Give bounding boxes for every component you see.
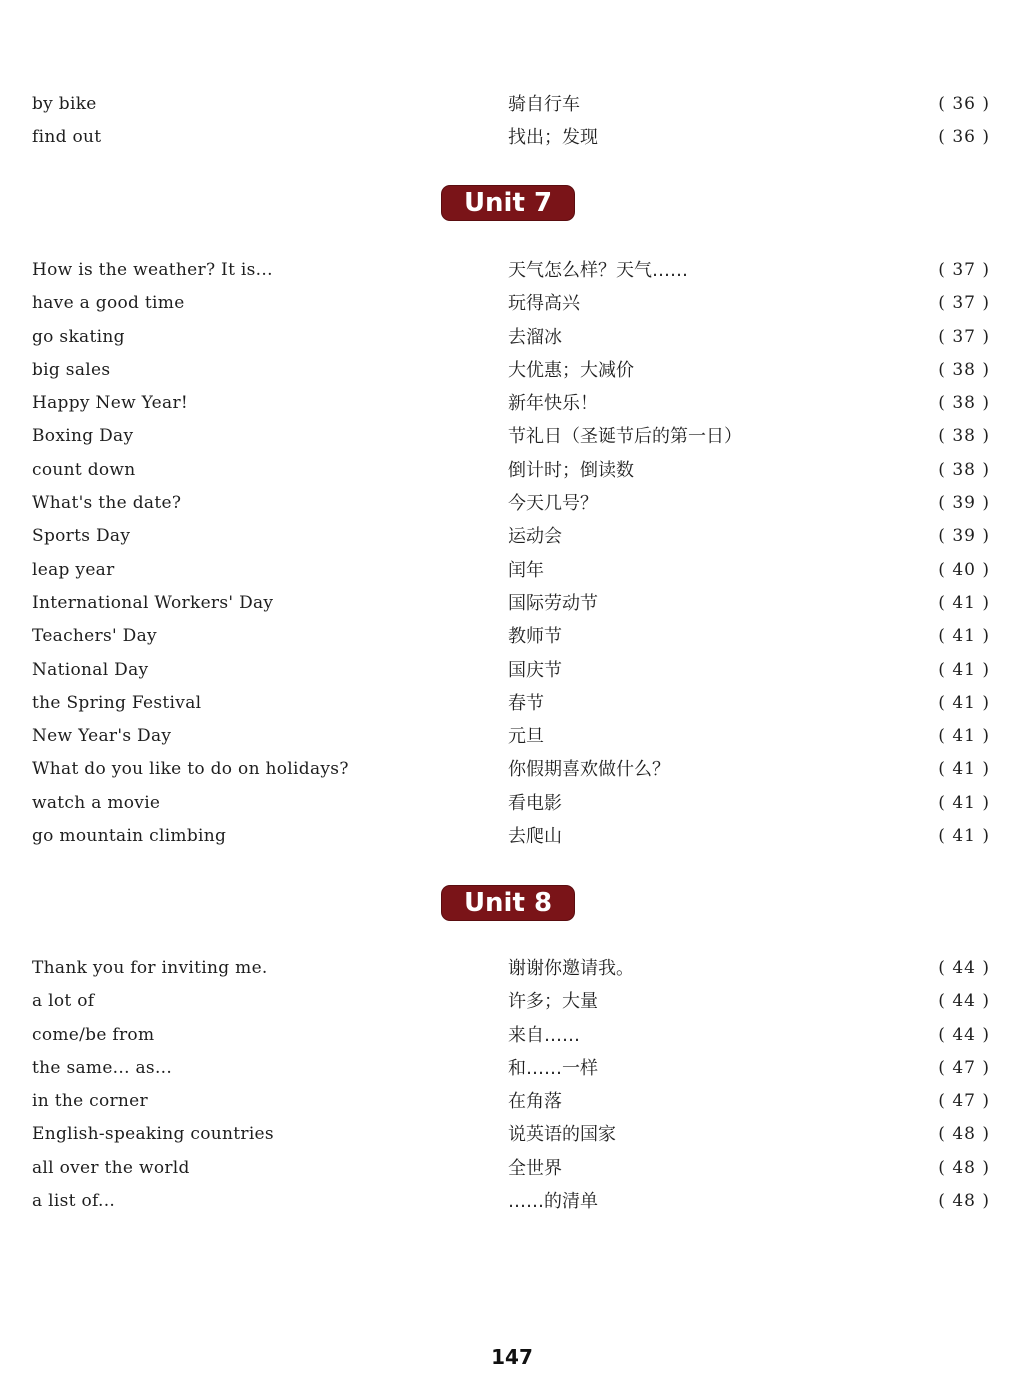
english-phrase: Boxing Day [32, 426, 134, 447]
vocab-row [0, 254, 1024, 287]
chinese-translation: 全世界 [508, 1157, 562, 1179]
intro-entries [0, 88, 1024, 155]
vocab-row [0, 720, 1024, 753]
vocab-row [0, 1185, 1024, 1218]
vocab-row [0, 952, 1024, 985]
chinese-translation: 去溜冰 [508, 326, 562, 348]
chinese-translation: 国庆节 [508, 659, 562, 681]
chinese-translation: 去爬山 [508, 826, 562, 848]
page-reference: ( 39 ) [938, 526, 990, 547]
page-reference: ( 40 ) [938, 559, 990, 580]
vocab-row [0, 420, 1024, 453]
page-reference: ( 41 ) [938, 592, 990, 613]
vocab-row [0, 985, 1024, 1018]
english-phrase: National Day [32, 659, 149, 680]
chinese-translation: 玩得高兴 [508, 293, 580, 315]
page-reference: ( 38 ) [938, 359, 990, 380]
unit-7-entries [0, 254, 1024, 853]
page-reference: ( 48 ) [938, 1124, 990, 1145]
vocab-row [0, 1118, 1024, 1151]
english-phrase: all over the world [32, 1157, 190, 1178]
page-reference: ( 41 ) [938, 826, 990, 847]
chinese-translation: 来自…… [508, 1024, 580, 1046]
english-phrase: Teachers' Day [32, 626, 157, 647]
page-reference: ( 48 ) [938, 1157, 990, 1178]
english-phrase: Thank you for inviting me. [32, 958, 268, 978]
vocab-row [0, 520, 1024, 553]
vocab-row [0, 753, 1024, 786]
vocab-row [0, 454, 1024, 487]
chinese-translation: 许多；大量 [508, 991, 598, 1013]
chinese-translation: 找出；发现 [508, 127, 598, 149]
vocab-row [0, 321, 1024, 354]
vocab-row [0, 121, 1024, 154]
chinese-translation: 元旦 [508, 726, 544, 748]
english-phrase: leap year [32, 559, 115, 580]
english-phrase: have a good time [32, 293, 185, 314]
vocab-row [0, 354, 1024, 387]
chinese-translation: 国际劳动节 [508, 592, 598, 614]
page-reference: ( 37 ) [938, 293, 990, 314]
vocab-row [0, 387, 1024, 420]
chinese-translation: 你假期喜欢做什么？ [508, 759, 670, 781]
vocab-row [0, 654, 1024, 687]
vocab-row [0, 1152, 1024, 1185]
vocab-row [0, 1052, 1024, 1085]
chinese-translation: 骑自行车 [508, 94, 580, 115]
english-phrase: in the corner [32, 1091, 148, 1112]
page-reference: ( 48 ) [938, 1191, 990, 1212]
page-reference: ( 38 ) [938, 459, 990, 480]
unit-8-entries [0, 952, 1024, 1218]
english-phrase: Happy New Year! [32, 393, 189, 414]
english-phrase: English-speaking countries [32, 1124, 274, 1145]
page-reference: ( 37 ) [938, 326, 990, 347]
chinese-translation: 春节 [508, 692, 544, 714]
english-phrase: go mountain climbing [32, 826, 227, 847]
english-phrase: count down [32, 459, 136, 480]
page-reference: ( 41 ) [938, 692, 990, 713]
page-reference: ( 41 ) [938, 726, 990, 747]
page-reference: ( 47 ) [938, 1091, 990, 1112]
english-phrase: International Workers' Day [32, 592, 274, 613]
vocab-row [0, 620, 1024, 653]
english-phrase: the Spring Festival [32, 692, 202, 713]
page-reference: ( 44 ) [938, 958, 990, 978]
page-reference: ( 36 ) [938, 127, 990, 148]
vocab-row [0, 554, 1024, 587]
vocab-row [0, 1085, 1024, 1118]
vocab-row [0, 287, 1024, 320]
english-phrase: go skating [32, 326, 125, 347]
vocab-row [0, 487, 1024, 520]
page-reference: ( 39 ) [938, 493, 990, 514]
chinese-translation: 倒计时；倒读数 [508, 459, 634, 481]
chinese-translation: 在角落 [508, 1091, 562, 1113]
page-reference: ( 41 ) [938, 626, 990, 647]
chinese-translation: 大优惠；大减价 [508, 359, 634, 381]
chinese-translation: 和……一样 [508, 1057, 598, 1079]
vocab-row [0, 88, 1024, 121]
chinese-translation: 看电影 [508, 792, 562, 814]
english-phrase: the same... as... [32, 1057, 173, 1078]
chinese-translation: 节礼日（圣诞节后的第一日） [508, 426, 742, 448]
page-reference: ( 41 ) [938, 759, 990, 780]
english-phrase: What do you like to do on holidays? [32, 759, 349, 780]
english-phrase: New Year's Day [32, 726, 172, 747]
vocab-row [0, 687, 1024, 720]
page-reference: ( 36 ) [938, 94, 990, 114]
vocab-row [0, 787, 1024, 820]
chinese-translation: 说英语的国家 [508, 1124, 616, 1146]
page-reference: ( 47 ) [938, 1057, 990, 1078]
page-number: 147 [491, 1345, 533, 1369]
chinese-translation: 闰年 [508, 559, 544, 581]
english-phrase: What's the date? [32, 493, 182, 514]
vocab-row [0, 587, 1024, 620]
page-reference: ( 41 ) [938, 659, 990, 680]
page-reference: ( 37 ) [938, 260, 990, 280]
unit-7-heading: Unit 7 [442, 186, 574, 220]
chinese-translation: 新年快乐！ [508, 393, 598, 415]
chinese-translation: ……的清单 [508, 1191, 598, 1213]
chinese-translation: 教师节 [508, 626, 562, 648]
page-reference: ( 38 ) [938, 426, 990, 447]
english-phrase: come/be from [32, 1024, 155, 1045]
chinese-translation: 谢谢你邀请我。 [508, 958, 634, 979]
unit-8-heading: Unit 8 [442, 886, 574, 920]
english-phrase: a lot of [32, 991, 95, 1012]
english-phrase: watch a movie [32, 792, 161, 813]
vocab-row [0, 1019, 1024, 1052]
chinese-translation: 天气怎么样？天气…… [508, 260, 688, 281]
chinese-translation: 今天几号？ [508, 493, 598, 515]
english-phrase: by bike [32, 94, 97, 114]
vocab-row [0, 820, 1024, 853]
english-phrase: How is the weather? It is... [32, 260, 273, 280]
english-phrase: big sales [32, 359, 111, 380]
page-reference: ( 41 ) [938, 792, 990, 813]
english-phrase: find out [32, 127, 102, 148]
page-reference: ( 44 ) [938, 991, 990, 1012]
english-phrase: a list of... [32, 1191, 116, 1212]
english-phrase: Sports Day [32, 526, 131, 547]
page-reference: ( 38 ) [938, 393, 990, 414]
page-reference: ( 44 ) [938, 1024, 990, 1045]
chinese-translation: 运动会 [508, 526, 562, 548]
